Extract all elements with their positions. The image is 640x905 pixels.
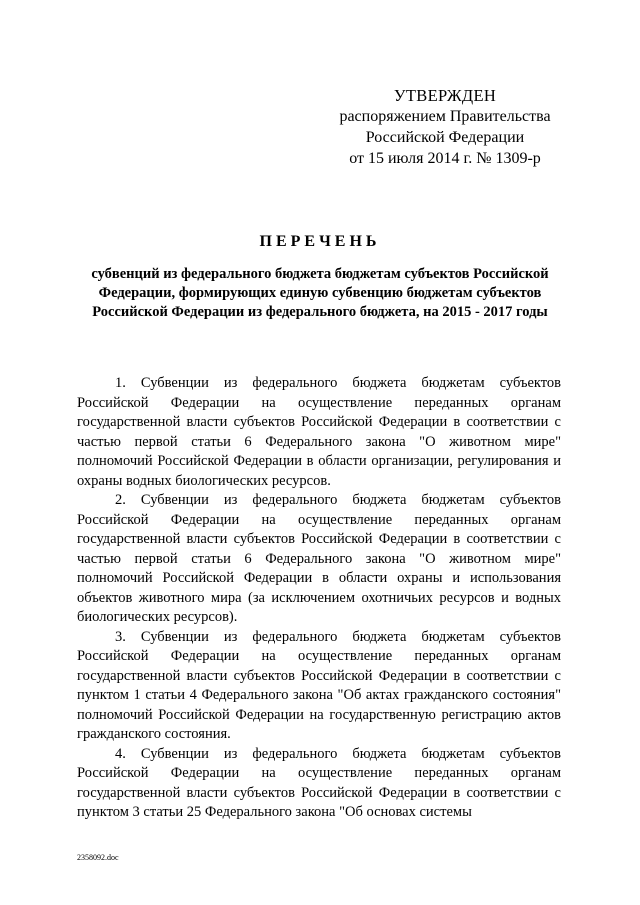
paragraph-4: 4. Субвенции из федерального бюджета бюджетам субъектов Российской Федерации на осуществление переданных органам государственной власти субъектов Российской Федерации в соответствии с пунктом 3 статьи 25 Федерального закона "Об основах системы [77, 745, 561, 820]
document-subtitle: субвенций из федерального бюджета бюджетам субъектов Российской Федерации, формирующих единую субвенцию бюджетам субъектов Российской Федерации из федерального бюджета, на 2015 - 2017 годы [91, 266, 549, 320]
paragraph-3: 3. Субвенции из федерального бюджета бюджетам субъектов Российской Федерации на осуществление переданных органам государственной власти субъектов Российской Федерации в соответствии с пунктом 1 статьи 4 Федерального закона "Об актах гражданского состояния" полномочий Российской Федерации на государственную регистрацию актов гражданского состояния. [77, 628, 561, 742]
approval-line-1: распоряжением Правительства [339, 108, 551, 125]
approval-line-3: от 15 июля 2014 г. № 1309-р [349, 150, 541, 167]
document-title: ПЕРЕЧЕНЬ [259, 233, 381, 250]
approval-stamp [330, 85, 560, 169]
document-body [77, 374, 561, 823]
document-heading [60, 233, 580, 322]
approval-line-2: Российской Федерации [365, 129, 525, 146]
paragraph-2: 2. Субвенции из федерального бюджета бюджетам субъектов Российской Федерации на осуществление переданных органам государственной власти субъектов Российской Федерации в соответствии с частью первой статьи 6 Федерального закона "О животном мире" полномочий Российской Федерации в области охраны и использования объектов животного мира (за исключением охотничьих ресурсов и водных биологических ресурсов). [77, 492, 561, 625]
paragraph-1: 1. Субвенции из федерального бюджета бюджетам субъектов Российской Федерации на осуществление переданных органам государственной власти субъектов Российской Федерации в соответствии с частью первой статьи 6 Федерального закона "О животном мире" полномочий Российской Федерации в области организации, регулирования и охраны водных биологических ресурсов. [77, 375, 561, 489]
approval-title: УТВЕРЖДЕН [393, 86, 497, 105]
document-file-id: 2358092.doc [77, 853, 119, 862]
